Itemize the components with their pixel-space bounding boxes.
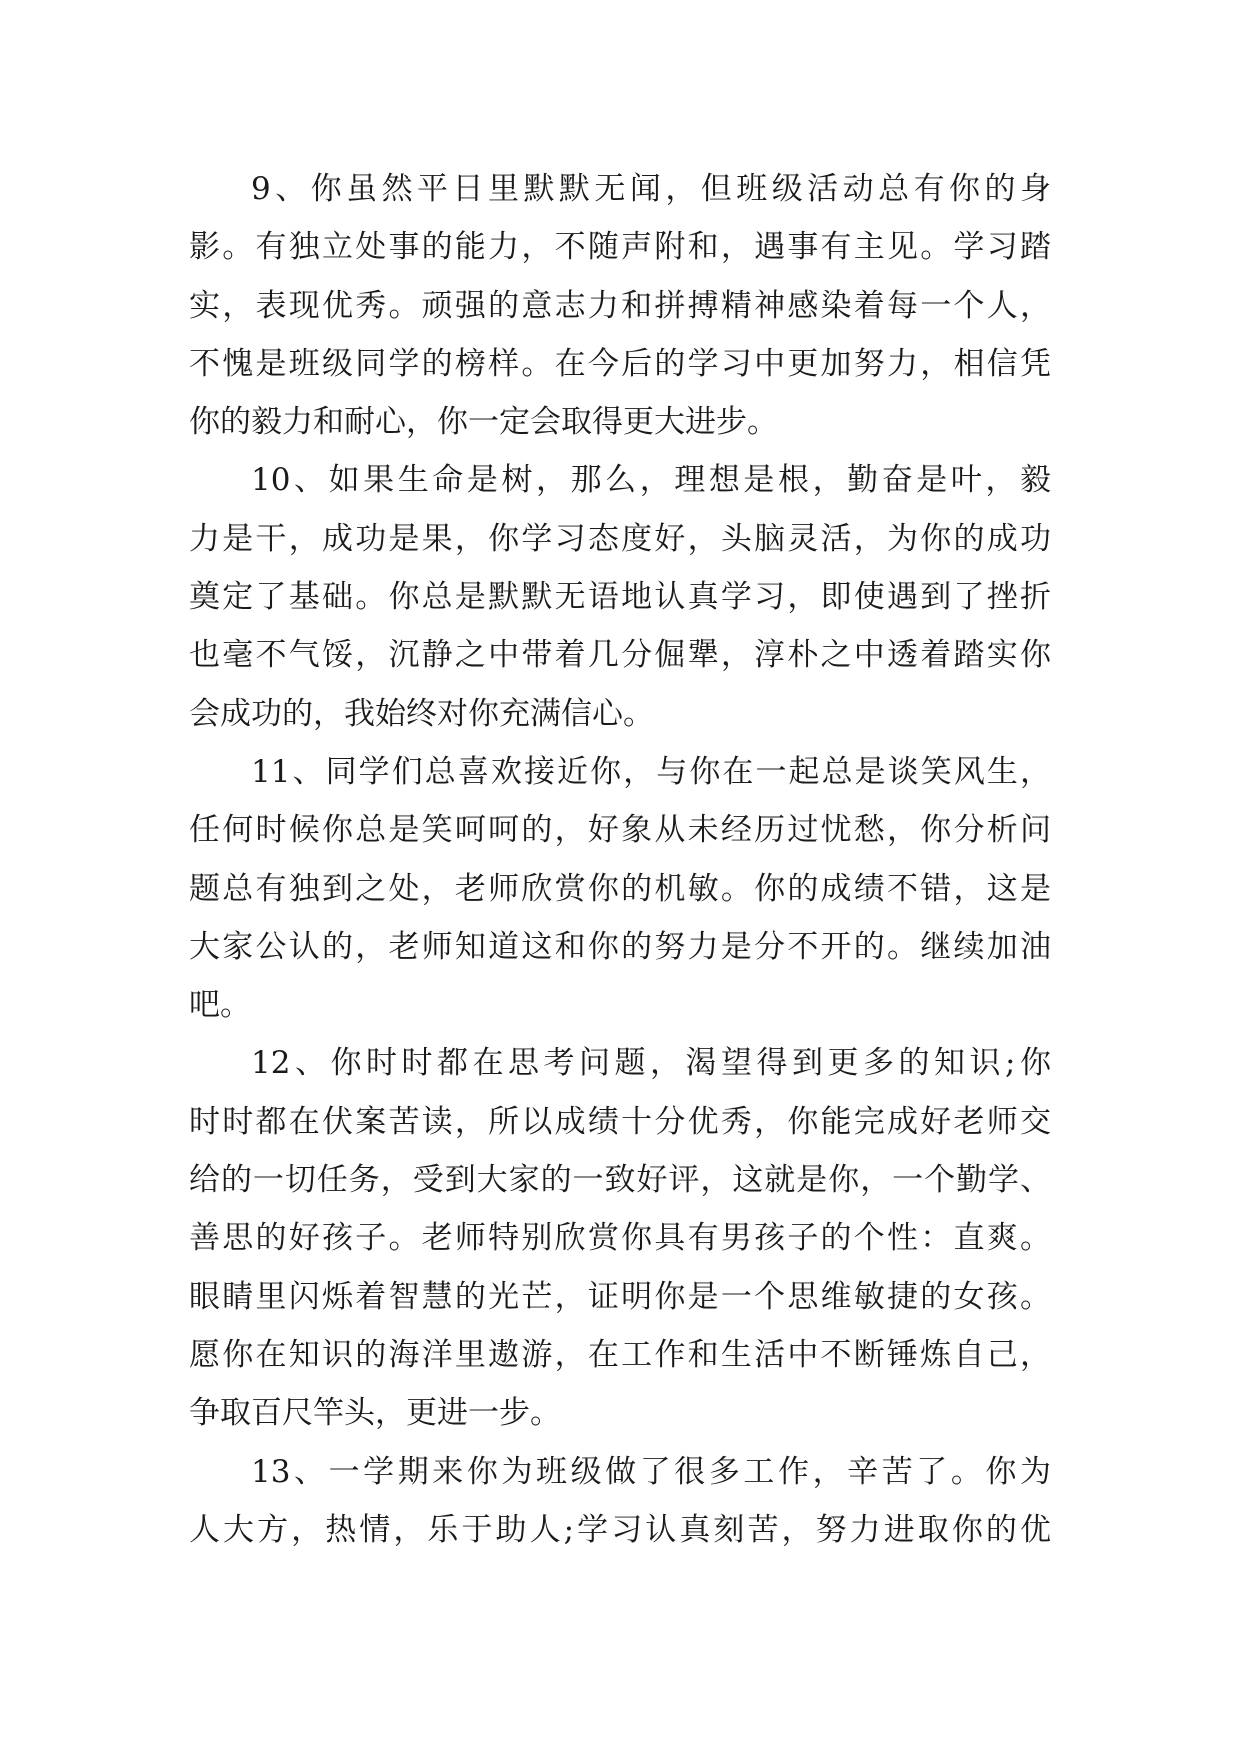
text-line: 你的毅力和耐心，你一定会取得更大进步。 [189,404,778,441]
text-line: 9、你虽然平日里默默无闻，但班级活动总有你的身 [251,171,1051,207]
text-line: 12、你时时都在思考问题，渴望得到更多的知识;你 [251,1045,1051,1082]
text-line: 眼睛里闪烁着智慧的光芒，证明你是一个思维敏捷的女孩。 [189,1278,1051,1315]
paragraph-12 [189,1034,1051,1442]
text-line: 实，表现优秀。顽强的意志力和拼搏精神感染着每一个人， [189,287,1051,324]
document-body [189,160,1051,1559]
text-line: 会成功的，我始终对你充满信心。 [189,695,654,732]
text-line: 大家公认的，老师知道这和你的努力是分不开的。继续加油 [189,928,1051,965]
text-line: 吧。 [189,987,251,1024]
text-line: 也毫不气馁，沉静之中带着几分倔犟，淳朴之中透着踏实你 [189,637,1051,674]
text-line: 10、如果生命是树，那么，理想是根，勤奋是叶，毅 [251,462,1051,499]
text-line: 争取百尺竿头，更进一步。 [189,1395,561,1432]
text-line: 给的一切任务，受到大家的一致好评，这就是你，一个勤学、 [189,1162,1051,1199]
text-line: 任何时候你总是笑呵呵的，好象从未经历过忧愁，你分析问 [189,812,1051,849]
text-line: 13、一学期来你为班级做了很多工作，辛苦了。你为 [251,1453,1051,1490]
text-line: 11、同学们总喜欢接近你，与你在一起总是谈笑风生， [251,753,1051,790]
text-line: 不愧是班级同学的榜样。在今后的学习中更加努力，相信凭 [189,345,1051,382]
paragraph-13 [189,1443,1051,1560]
text-line: 奠定了基础。你总是默默无语地认真学习，即使遇到了挫折 [189,579,1051,616]
text-line: 力是干，成功是果，你学习态度好，头脑灵活，为你的成功 [189,520,1051,557]
text-line: 时时都在伏案苦读，所以成绩十分优秀，你能完成好老师交 [189,1103,1051,1140]
text-line: 善思的好孩子。老师特别欣赏你具有男孩子的个性：直爽。 [189,1220,1051,1257]
paragraph-10 [189,451,1051,742]
text-line: 题总有独到之处，老师欣赏你的机敏。你的成绩不错，这是 [189,870,1051,907]
text-line: 影。有独立处事的能力，不随声附和，遇事有主见。学习踏 [189,229,1051,266]
paragraph-9 [189,160,1051,451]
text-line: 人大方，热情，乐于助人;学习认真刻苦，努力进取你的优 [189,1511,1051,1548]
paragraph-11 [189,743,1051,1034]
text-line: 愿你在知识的海洋里遨游，在工作和生活中不断锤炼自己， [189,1336,1051,1373]
